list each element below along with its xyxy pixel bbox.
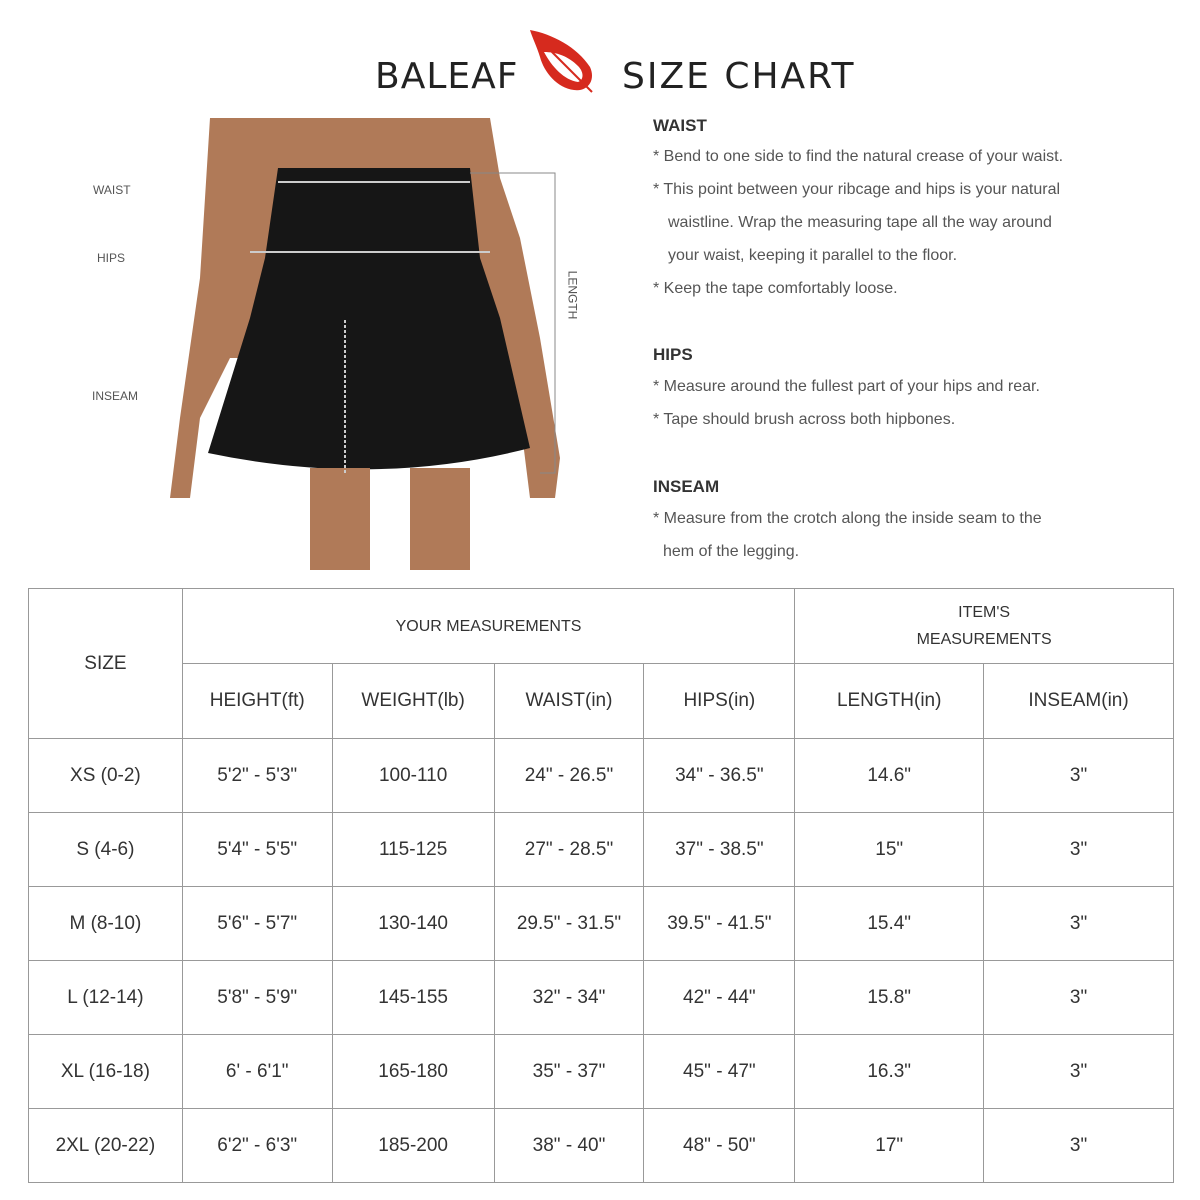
guide-heading-waist: WAIST [653, 116, 707, 135]
hips-label: HIPS [97, 251, 126, 265]
value-cell: 15.4" [795, 887, 984, 961]
column-header: LENGTH(in) [795, 664, 984, 739]
guide-line: * Bend to one side to find the natural crease of your waist. [653, 148, 1064, 165]
value-cell: 17" [795, 1109, 984, 1183]
size-cell: XL (16-18) [29, 1035, 183, 1109]
table-row [29, 887, 1174, 961]
value-cell: 5'8" - 5'9" [182, 961, 332, 1035]
value-cell: 27" - 28.5" [494, 813, 644, 887]
value-cell: 3" [984, 813, 1174, 887]
value-cell: 5'2" - 5'3" [182, 739, 332, 813]
value-cell: 115-125 [332, 813, 494, 887]
table-row [29, 1109, 1174, 1183]
column-header: HIPS(in) [644, 664, 795, 739]
value-cell: 5'6" - 5'7" [182, 887, 332, 961]
table-row [29, 1035, 1174, 1109]
skirt-model-photo [160, 118, 580, 570]
value-cell: 3" [984, 1109, 1174, 1183]
value-cell: 145-155 [332, 961, 494, 1035]
value-cell: 38" - 40" [494, 1109, 644, 1183]
guide-line: waistline. Wrap the measuring tape all the way around [668, 214, 1052, 231]
value-cell: 37" - 38.5" [644, 813, 795, 887]
value-cell: 16.3" [795, 1035, 984, 1109]
column-header: WAIST(in) [494, 664, 644, 739]
value-cell: 39.5" - 41.5" [644, 887, 795, 961]
waist-label: WAIST [93, 183, 131, 197]
your-measurements-header: YOUR MEASUREMENTS [182, 589, 795, 664]
inseam-label: INSEAM [92, 389, 139, 403]
value-cell: 14.6" [795, 739, 984, 813]
value-cell: 35" - 37" [494, 1035, 644, 1109]
value-cell: 32" - 34" [494, 961, 644, 1035]
column-header: HEIGHT(ft) [182, 664, 332, 739]
value-cell: 3" [984, 1035, 1174, 1109]
guide-line: * Measure around the fullest part of your hips and rear. [653, 378, 1040, 395]
value-cell: 130-140 [332, 887, 494, 961]
value-cell: 165-180 [332, 1035, 494, 1109]
guide-line: your waist, keeping it parallel to the floor. [668, 247, 958, 264]
brand-name: BALEAF [375, 56, 519, 97]
value-cell: 5'4" - 5'5" [182, 813, 332, 887]
value-cell: 3" [984, 739, 1174, 813]
table-row [29, 739, 1174, 813]
size-table [28, 588, 1174, 1183]
value-cell: 29.5" - 31.5" [494, 887, 644, 961]
value-cell: 48" - 50" [644, 1109, 795, 1183]
guide-line: hem of the legging. [663, 543, 800, 560]
length-label: LENGTH [565, 270, 580, 320]
size-cell: L (12-14) [29, 961, 183, 1035]
size-cell: 2XL (20-22) [29, 1109, 183, 1183]
item-header-line: ITEM'S [958, 604, 1011, 621]
guide-line: * Tape should brush across both hipbones. [653, 411, 956, 428]
size-cell: S (4-6) [29, 813, 183, 887]
value-cell: 185-200 [332, 1109, 494, 1183]
value-cell: 6'2" - 6'3" [182, 1109, 332, 1183]
size-cell: XS (0-2) [29, 739, 183, 813]
size-header: SIZE [29, 589, 183, 739]
guide-line: * Measure from the crotch along the inside seam to the [653, 510, 1042, 527]
guide-line: * This point between your ribcage and hips is your natural [653, 181, 1061, 198]
value-cell: 45" - 47" [644, 1035, 795, 1109]
guide-line: * Keep the tape comfortably loose. [653, 280, 898, 297]
value-cell: 6' - 6'1" [182, 1035, 332, 1109]
table-row [29, 813, 1174, 887]
guide-heading-inseam: INSEAM [653, 477, 720, 496]
guide-heading-hips: HIPS [653, 345, 693, 364]
size-cell: M (8-10) [29, 887, 183, 961]
column-header: INSEAM(in) [984, 664, 1174, 739]
value-cell: 15" [795, 813, 984, 887]
value-cell: 3" [984, 961, 1174, 1035]
item-measurements-header [795, 589, 1174, 664]
page-title: SIZE CHART [622, 56, 856, 97]
baleaf-leaf-logo-icon [522, 22, 602, 97]
value-cell: 34" - 36.5" [644, 739, 795, 813]
value-cell: 3" [984, 887, 1174, 961]
value-cell: 15.8" [795, 961, 984, 1035]
table-row [29, 961, 1174, 1035]
value-cell: 42" - 44" [644, 961, 795, 1035]
column-header: WEIGHT(lb) [332, 664, 494, 739]
value-cell: 24" - 26.5" [494, 739, 644, 813]
item-header-line: MEASUREMENTS [916, 631, 1052, 648]
value-cell: 100-110 [332, 739, 494, 813]
